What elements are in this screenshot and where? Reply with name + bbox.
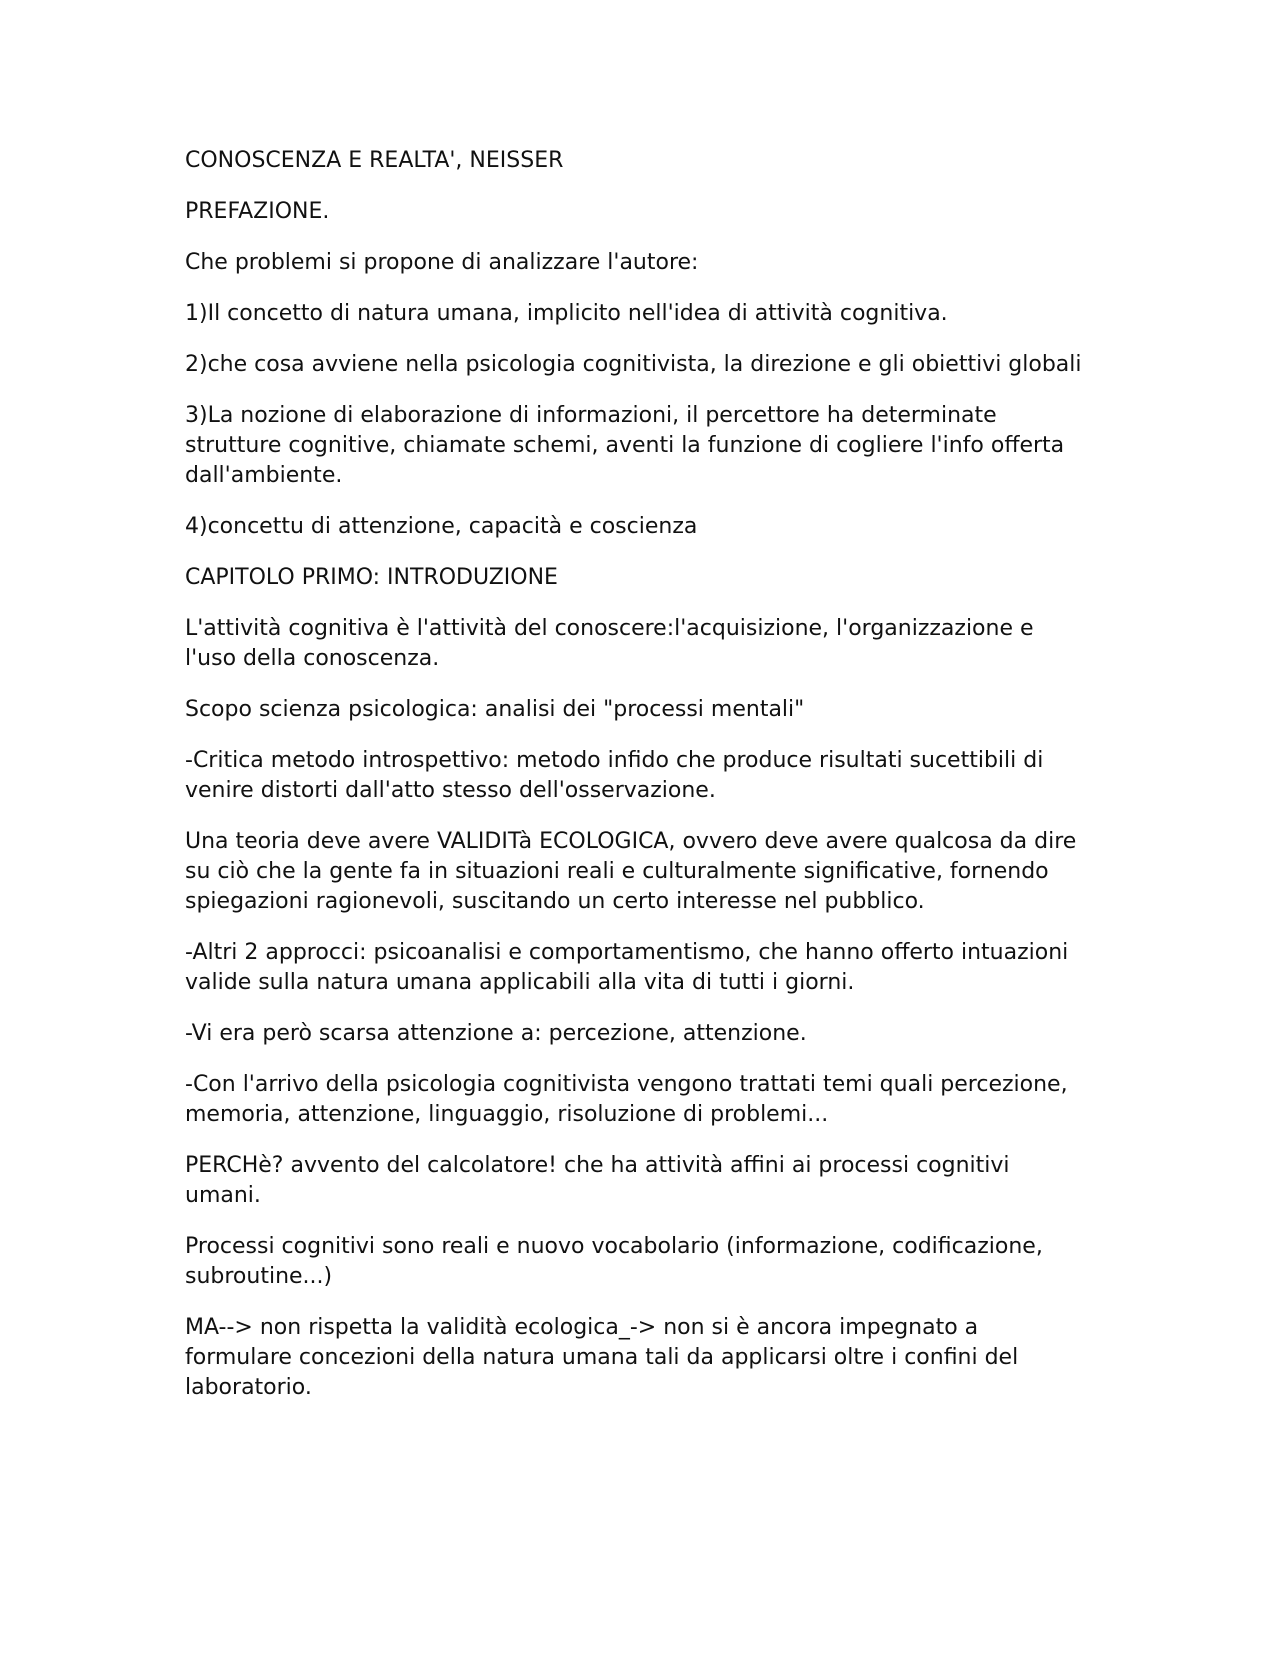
paragraph: 2)che cosa avviene nella psicologia cognitivista, la direzione e gli obiettivi globali [185,352,1082,377]
document-title: CONOSCENZA E REALTA', NEISSER [185,148,564,173]
paragraph: 3)La nozione di elaborazione di informazioni, il percettore ha determinate strutture cognitive, chiamate schemi, aventi la funzione di cogliere l'info offerta dall'ambiente. [185,403,1065,488]
paragraph: -Vi era però scarsa attenzione a: percezione, attenzione. [185,1021,807,1046]
paragraph: 4)concettu di attenzione, capacità e coscienza [185,514,698,539]
paragraph: -Con l'arrivo della psicologia cognitivista vengono trattati temi quali percezione, memoria, attenzione, linguaggio, risoluzione di problemi... [185,1072,1068,1127]
paragraph: Una teoria deve avere VALIDITà ECOLOGICA, ovvero deve avere qualcosa da dire su ciò che la gente fa in situazioni reali e culturalmente significative, fornendo spiegazioni ragionevoli, suscitando un certo interesse nel pubblico. [185,829,1077,914]
paragraph: -Critica metodo introspettivo: metodo infido che produce risultati sucettibili di venire distorti dall'atto stesso dell'osservazione. [185,748,1044,803]
heading-prefazione: PREFAZIONE. [185,199,330,224]
paragraph: 1)Il concetto di natura umana, implicito nell'idea di attività cognitiva. [185,301,948,326]
paragraph: PERCHè? avvento del calcolatore! che ha attività affini ai processi cognitivi umani. [185,1153,1010,1208]
paragraph: Processi cognitivi sono reali e nuovo vocabolario (informazione, codificazione, subroutine...) [185,1234,1043,1289]
document-body [185,146,1085,1424]
paragraph: MA--> non rispetta la validità ecologica_-> non si è ancora impegnato a formulare concezioni della natura umana tali da applicarsi oltre i confini del laboratorio. [185,1315,1019,1400]
paragraph: Scopo scienza psicologica: analisi dei "processi mentali" [185,697,805,722]
paragraph: L'attività cognitiva è l'attività del conoscere:l'acquisizione, l'organizzazione e l'uso della conoscenza. [185,616,1034,671]
heading-capitolo-primo: CAPITOLO PRIMO: INTRODUZIONE [185,565,558,590]
paragraph: Che problemi si propone di analizzare l'autore: [185,250,699,275]
paragraph: -Altri 2 approcci: psicoanalisi e comportamentismo, che hanno offerto intuazioni valide sulla natura umana applicabili alla vita di tutti i giorni. [185,940,1069,995]
